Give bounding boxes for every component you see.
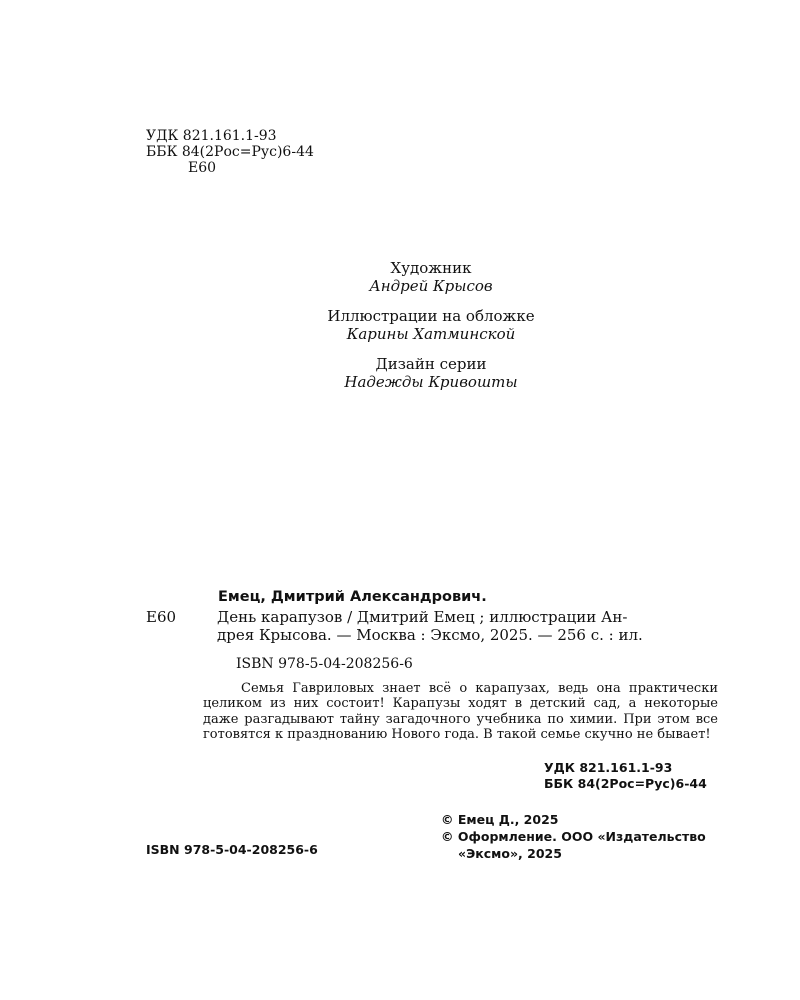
record-description-line: дрея Крысова. — Москва : Эксмо, 2025. — 256 с. : ил. <box>217 626 643 644</box>
annotation-text: Семья Гавриловых знает всё о карапузах, ведь она практически целиком из них состоит! Карапузы ходят в детский сад, а некоторые даже разгадывают тайну загадочного учебника по химии. При этом все готовятся к празднованию Нового года. В такой семье скучно не бывает! <box>203 681 718 742</box>
credit-person-illustrator: Андрей Крысов <box>369 277 493 295</box>
record-author-heading: Емец, Дмитрий Александрович. <box>218 589 487 605</box>
copyright-design-line: «Эксмо», 2025 <box>458 846 562 861</box>
credit-person-series-design: Надежды Кривошты <box>344 373 518 391</box>
credit-role-cover: Иллюстрации на обложке <box>327 307 535 325</box>
classification-codes-right <box>544 760 707 792</box>
copyright-design-line: © Оформление. ООО «Издательство <box>441 829 706 844</box>
udk-code: УДК 821.161.1-93 <box>146 128 277 144</box>
record-description-line: День карапузов / Дмитрий Емец ; иллюстрации Ан- <box>217 608 628 626</box>
udk-code-right: УДК 821.161.1-93 <box>544 760 673 775</box>
record-description <box>217 608 717 644</box>
credit-role-illustrator: Художник <box>390 259 472 277</box>
credit-role-series-design: Дизайн серии <box>375 355 487 373</box>
copyright-author: © Емец Д., 2025 <box>441 812 559 827</box>
bbk-code-right: ББК 84(2Рос=Рус)6-44 <box>544 776 707 791</box>
copyright-block <box>441 811 706 862</box>
record-isbn: ISBN 978-5-04-208256-6 <box>236 656 413 672</box>
credit-person-cover: Карины Хатминской <box>346 325 516 343</box>
author-sign-code: Е60 <box>188 160 217 176</box>
classification-codes-top <box>146 128 314 176</box>
bbk-code: ББК 84(2Рос=Рус)6-44 <box>146 144 314 160</box>
record-author-sign: Е60 <box>146 608 177 626</box>
isbn-bottom: ISBN 978-5-04-208256-6 <box>146 842 318 857</box>
credits-block <box>0 259 800 403</box>
